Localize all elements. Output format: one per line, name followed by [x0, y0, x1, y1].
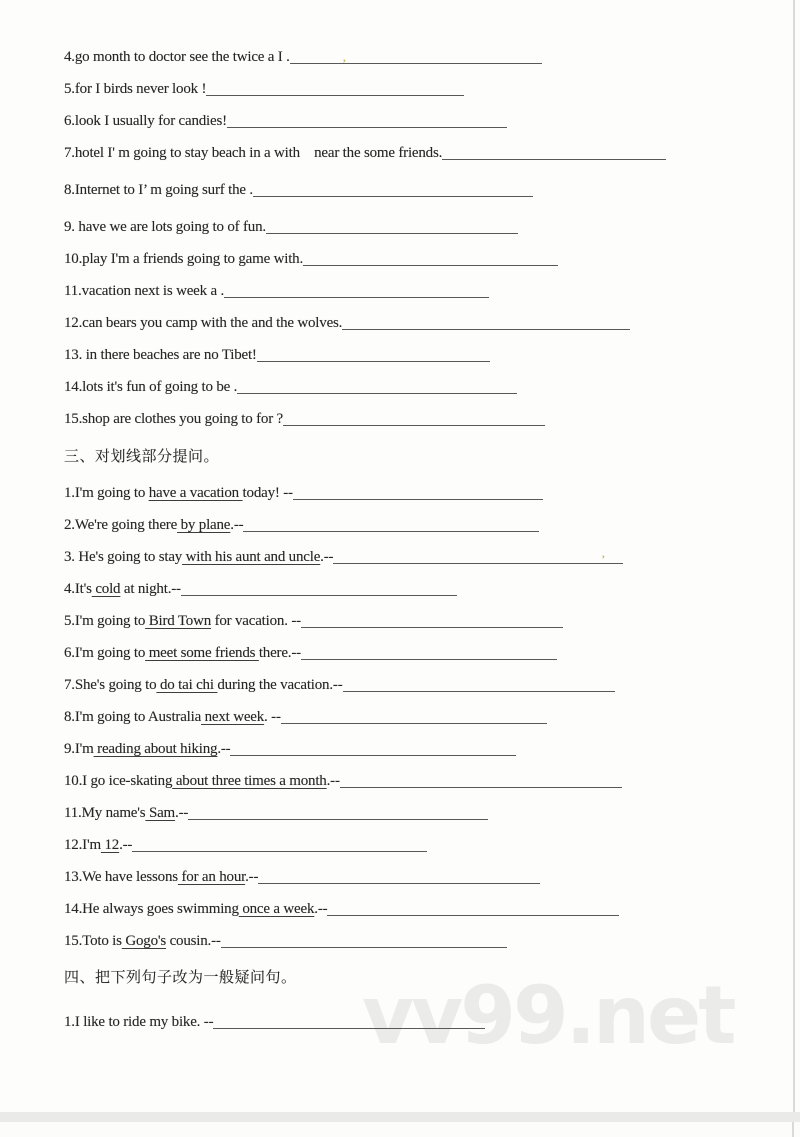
question-text: 3. He's going to stay — [64, 549, 183, 565]
worksheet-lines — [64, 41, 795, 1038]
worksheet-line — [64, 893, 795, 925]
underlined-phrase: with his aunt and uncle — [182, 549, 321, 565]
underlined-phrase: meet some friends — [145, 645, 259, 661]
question-text: .-- — [314, 901, 328, 917]
worksheet-line — [64, 605, 795, 637]
underlined-phrase: for an hour — [177, 869, 246, 885]
next-page-top — [0, 1122, 800, 1137]
question-text: 14.lots it's fun of going to be . — [64, 379, 238, 395]
answer-blank-line — [221, 946, 507, 948]
answer-blank-line — [253, 195, 533, 197]
worksheet-line — [64, 1006, 795, 1038]
question-text: 8.Internet to I’ m going surf the . — [64, 182, 253, 198]
question-text: 1.I like to ride my bike. -- — [64, 1014, 214, 1030]
question-text: 6.look I usually for candies! — [64, 113, 227, 129]
worksheet-line — [64, 275, 795, 307]
underlined-phrase: about three times a month — [172, 773, 327, 789]
underlined-phrase: 12 — [100, 837, 120, 853]
worksheet-line — [64, 861, 795, 893]
answer-blank-line — [340, 786, 622, 788]
watermark: vv99.net — [362, 969, 734, 1062]
scan-artifact-mark: , — [343, 52, 346, 64]
question-text: at night.-- — [120, 581, 181, 597]
worksheet-line — [64, 669, 795, 701]
question-text: 7.hotel I' m going to stay beach in a with near the some friends. — [64, 145, 443, 161]
answer-blank-line — [237, 392, 517, 394]
answer-blank-line — [224, 296, 489, 298]
worksheet-line — [64, 733, 795, 765]
worksheet-line — [64, 137, 795, 169]
answer-blank-line — [301, 658, 557, 660]
question-text: 15.shop are clothes you going to for ? — [64, 411, 284, 427]
answer-blank-line — [303, 264, 558, 266]
question-text: .-- — [326, 773, 340, 789]
underlined-phrase: Sam — [145, 805, 176, 821]
underlined-phrase: do tai chi — [156, 677, 218, 693]
section-header: 四、把下列句子改为一般疑问句。 — [64, 970, 297, 986]
worksheet-line — [64, 243, 795, 275]
question-text: 12.can bears you camp with the and the wolves. — [64, 315, 343, 331]
worksheet-line — [64, 307, 795, 339]
worksheet-line — [64, 797, 795, 829]
answer-blank-line — [281, 722, 547, 724]
next-page-right-edge — [792, 1122, 794, 1137]
worksheet-line — [64, 211, 795, 243]
worksheet-line — [64, 637, 795, 669]
question-text: 9.I'm — [64, 741, 94, 757]
answer-blank-line — [188, 818, 488, 820]
answer-blank-line — [301, 626, 563, 628]
question-text: .-- — [230, 517, 244, 533]
worksheet-line — [64, 509, 795, 541]
section-header: 三、对划线部分提问。 — [64, 449, 220, 465]
question-text: 14.He always goes swimming — [64, 901, 239, 917]
question-text: 15.Toto is — [64, 933, 122, 949]
answer-blank-line — [181, 594, 457, 596]
question-text: there.-- — [258, 645, 301, 661]
answer-blank-line — [206, 94, 464, 96]
answer-blank-line — [266, 232, 518, 234]
question-text: .-- — [245, 869, 259, 885]
answer-blank-line — [230, 754, 516, 756]
answer-blank-line — [283, 424, 545, 426]
worksheet-line — [64, 105, 795, 137]
question-text: 10.play I'm a friends going to game with. — [64, 251, 304, 267]
question-text: 10.I go ice-skating — [64, 773, 173, 789]
underlined-phrase: next week — [201, 709, 265, 725]
worksheet-line — [64, 477, 795, 509]
question-text: for vacation. -- — [211, 613, 301, 629]
answer-blank-line — [132, 850, 427, 852]
answer-blank-line — [442, 158, 666, 160]
underlined-phrase: once a week — [238, 901, 315, 917]
question-text: 12.I'm — [64, 837, 101, 853]
question-text: 13. in there beaches are no Tibet! — [64, 347, 257, 363]
answer-blank-line — [333, 562, 623, 564]
worksheet-line — [64, 174, 795, 206]
question-text: 6.I'm going to — [64, 645, 146, 661]
worksheet-line — [64, 829, 795, 861]
worksheet-line — [64, 701, 795, 733]
page-break-band — [0, 1112, 800, 1122]
question-text: 13.We have lessons — [64, 869, 178, 885]
underlined-phrase: Bird Town — [145, 613, 212, 629]
answer-blank-line — [327, 914, 619, 916]
question-text: 2.We're going there — [64, 517, 178, 533]
answer-blank-line — [290, 62, 542, 64]
question-text: 11.vacation next is week a . — [64, 283, 225, 299]
question-text: during the vacation.-- — [217, 677, 343, 693]
underlined-phrase: cold — [91, 581, 121, 597]
question-text: .-- — [175, 805, 189, 821]
worksheet-line — [64, 403, 795, 435]
underlined-phrase: reading about hiking — [93, 741, 218, 757]
question-text: . -- — [264, 709, 281, 725]
question-text: 11.My name's — [64, 805, 146, 821]
question-text: 4.go month to doctor see the twice a I . — [64, 49, 290, 65]
scan-artifact-mark: , — [602, 548, 605, 560]
question-text: 7.She's going to — [64, 677, 157, 693]
question-text: 5.for I birds never look ! — [64, 81, 207, 97]
worksheet-line — [64, 573, 795, 605]
underlined-phrase: by plane — [177, 517, 231, 533]
answer-blank-line — [342, 328, 630, 330]
worksheet-line — [64, 371, 795, 403]
worksheet-line — [64, 339, 795, 371]
question-text: 4.It's — [64, 581, 92, 597]
worksheet-line — [64, 765, 795, 797]
question-text: 8.I'm going to Australia — [64, 709, 202, 725]
worksheet-line — [64, 925, 795, 957]
answer-blank-line — [258, 882, 540, 884]
question-text: 1.I'm going to — [64, 485, 149, 501]
question-text: .-- — [217, 741, 231, 757]
answer-blank-line — [213, 1027, 485, 1029]
question-text: 9. have we are lots going to of fun. — [64, 219, 266, 235]
answer-blank-line — [227, 126, 507, 128]
answer-blank-line — [293, 498, 543, 500]
answer-blank-line — [243, 530, 539, 532]
answer-blank-line — [343, 690, 615, 692]
question-text: .-- — [320, 549, 334, 565]
question-text: 5.I'm going to — [64, 613, 146, 629]
answer-blank-line — [257, 360, 490, 362]
question-text: today! -- — [242, 485, 293, 501]
worksheet-line — [64, 73, 795, 105]
underlined-phrase: Gogo's — [121, 933, 167, 949]
worksheet-line — [64, 41, 795, 73]
underlined-phrase: have a vacation — [148, 485, 243, 501]
question-text: cousin.-- — [166, 933, 221, 949]
worksheet-line — [64, 541, 795, 573]
question-text: .-- — [119, 837, 133, 853]
